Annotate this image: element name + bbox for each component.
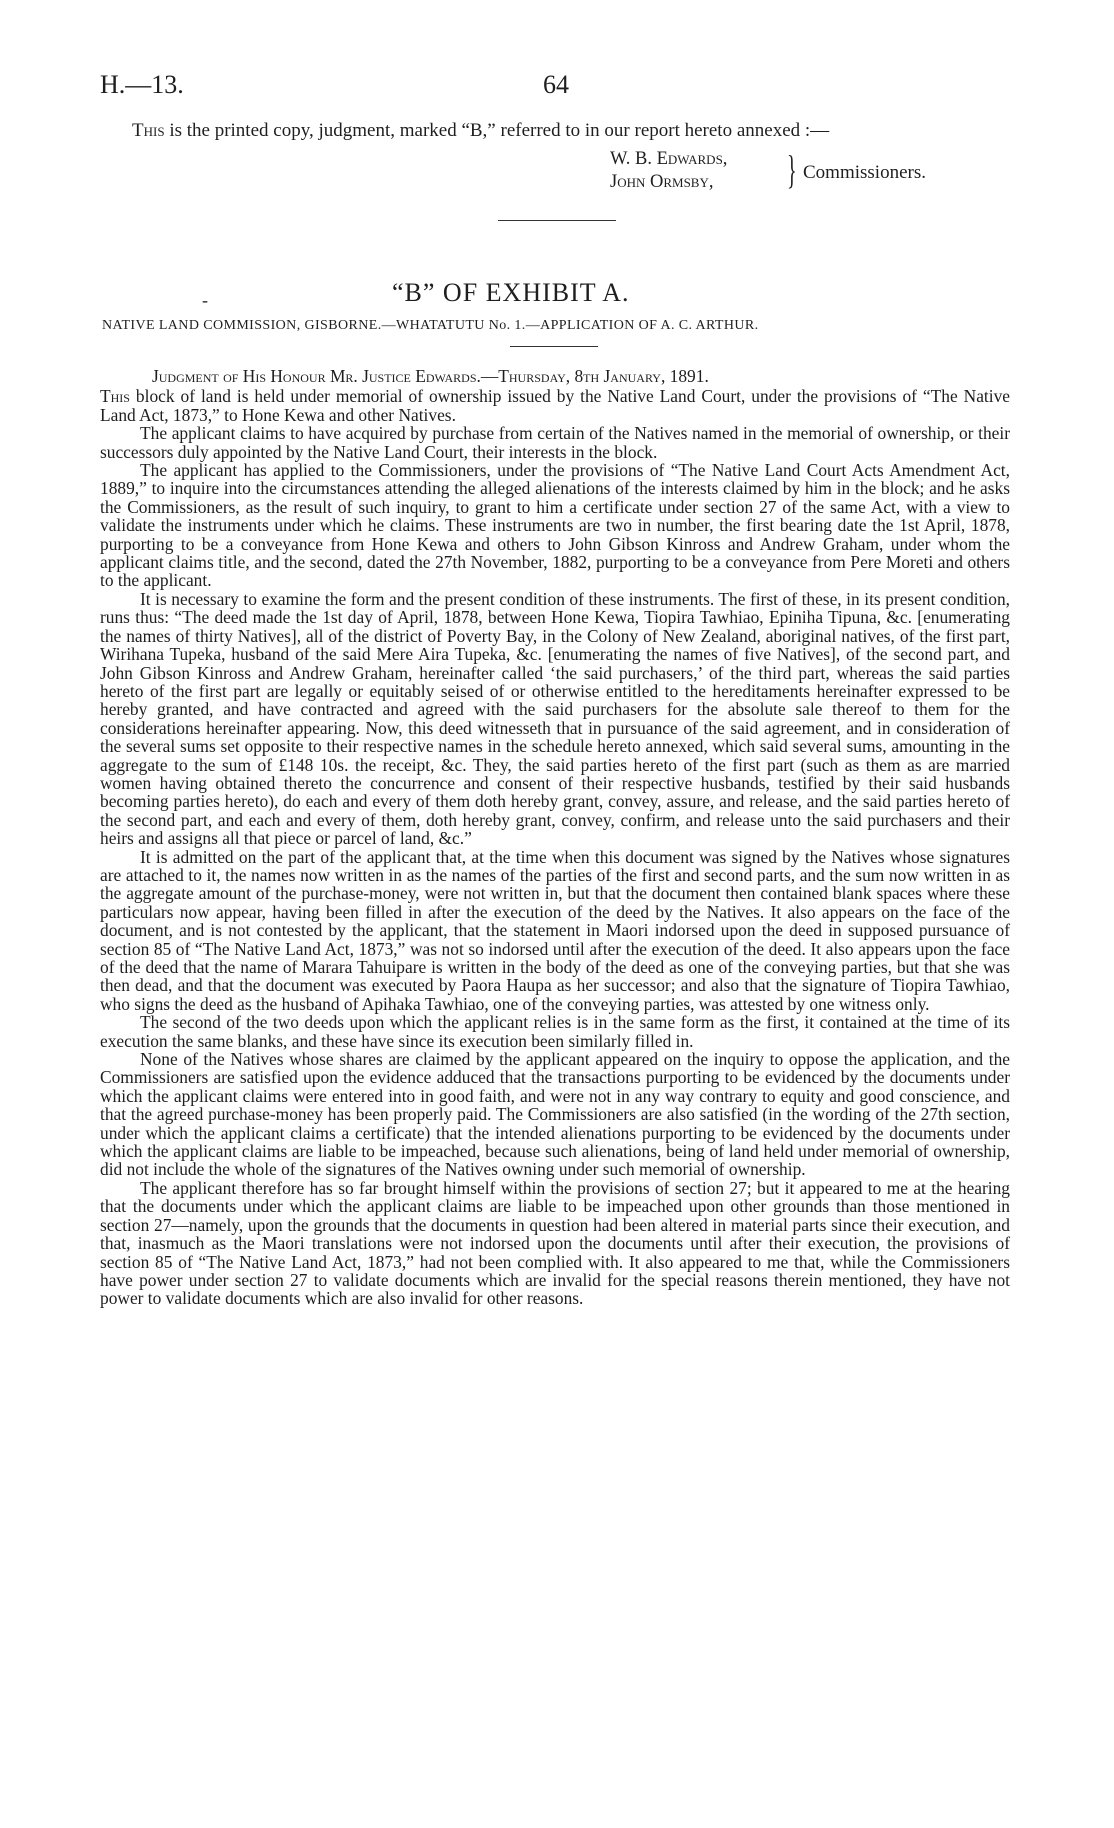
intro-lead: This [132,120,165,141]
paragraph: The applicant claims to have acquired by purchase from certain of the Natives named in the memorial of ownership, or their successors duly appointed by the Native Land Court, their interests in the block. [100,423,1010,462]
paragraph: The applicant therefore has so far brought himself within the provisions of section 27; but it appeared to me at the hearing that the documents under which the applicant claims are liable to be impeached upon other grounds than those mentioned in section 27—namely, upon the grounds that the documents in question had been altered in material parts since their execution, and that, inasmuch as the Maori translations were not indorsed upon the documents until after their execution, the provisions of section 85 of “The Native Land Act, 1873,” had not been complied with. It also appeared to me that, while the Commissioners have power under section 27 to validate documents which are invalid for the special reasons therein mentioned, they have not power to validate documents which are also invalid for other reasons. [100,1177,1010,1309]
page-number: 64 [543,70,569,99]
divider-rule [498,220,616,221]
judgment-body [100,367,1010,1308]
paragraph: The second of the two deeds upon which the applicant relies is in the same form as the first, it contained at the time of its execution the same blanks, and these have since its execution been similarly filled in. [100,1012,1010,1051]
signatory-name: W. B. Edwards, [610,149,728,169]
paragraph: None of the Natives whose shares are claimed by the applicant appeared on the inquiry to oppose the application, and the Commissioners are satisfied upon the evidence adduced that the transactions purporting to be evidenced by the documents under which the applicant claims were entered into in good faith, and were not in any way contrary to equity and good conscience, and that the agreed purchase-money has been properly paid. The Commissioners are also satisfied (in the wording of the 27th section, under which the applicant claims a certificate) that the intended alienations purporting to be evidenced by the documents under which the applicant claims are liable to be impeached, because such alienations, being of land held under memorial of ownership, did not include the whole of the signatures of the Natives owning under such memorial of ownership. [100,1049,1010,1180]
signatory-role: Commissioners. [803,162,926,183]
intro-line [132,120,829,142]
signatory-name: John Ormsby, [610,172,714,192]
paragraph: It is necessary to examine the form and the present condition of these instruments. The first of these, in its present condition, runs thus: “The deed made the 1st day of April, 1878, between Hone Kewa, Tiopira Tawhiao, Epiniha Tipuna, &c. [enumerating the names of thirty Natives], all of the district of Poverty Bay, in the Colony of New Zealand, aboriginal natives, of the first part, Wirihana Tupeka, husband of the said Mere Aira Tupeka, &c. [enumerating the names of five Natives], of the second part, and John Gibson Kinross and Andrew Graham, hereinafter called ‘the said purchasers,’ of the third part, whereas the said parties hereto of the first part are legally or equitably seised of or otherwise entitled to the hereditaments hereinafter expressed to be hereby granted, and have contracted and agreed with the said purchasers for the absolute sale thereof to them for the considerations hereinafter appearing. Now, this deed witnesseth that in pursuance of the said agreement, and in consideration of the several sums set opposite to their respective names in the schedule hereto annexed, which said several sums, amounting in the aggregate to the sum of £148 10s. the receipt, &c. They, the said parties hereto of the first part (such as them as are married women having obtained thereto the concurrence and consent of their respective husbands, testified by their said husbands becoming parties hereto), do each and every of them doth hereby grant, convey, assure, and release, and the said parties hereto of the second part, and each and every of them, doth hereby grant, convey, confirm, and release unto the said purchasers and their heirs and assigns all that piece or parcel of land, &c.” [100,588,1010,849]
signatory-block [610,148,727,194]
paragraph: The applicant has applied to the Commissioners, under the provisions of “The Native Land Court Acts Amendment Act, 1889,” to inquire into the circumstances attending the alleged alienations of the interests claimed by him in the block; and he asks the Commissioners, as the result of such inquiry, to grant to him a certificate under section 27 of the same Act, with a view to validate the instruments under which he claims. These instruments are two in number, the first bearing date the 1st April, 1878, purporting to be a conveyance from Hone Kewa and others to John Gibson Kinross and Andrew Graham, under whom the applicant claims title, and the second, dated the 27th November, 1882, purporting to be a conveyance from Pere Moreti and others to the applicant. [100,460,1010,591]
exhibit-subtitle: NATIVE LAND COMMISSION, GISBORNE.—WHATATUTU No. 1.—APPLICATION OF A. C. ARTHUR. [102,318,759,333]
judgment-heading: Judgment of His Honour Mr. Justice Edwards. [152,366,481,386]
paragraph [100,387,1010,424]
judgment-date: —Thursday, 8th January, 1891. [480,366,709,386]
judgment-heading-line [100,367,1010,385]
exhibit-title: “B” OF EXHIBIT A. [392,278,630,307]
brace-glyph: } [787,147,797,192]
report-code: H.—13. [100,70,184,99]
paragraph-lead: This [100,386,130,407]
paragraph-text: block of land is held under memorial of ownership issued by the Native Land Court, under the provisions of “The Native Land Act, 1873,” to Hone Kewa and other Natives. [100,386,1010,425]
paragraph: It is admitted on the part of the applicant that, at the time when this document was signed by the Natives whose signatures are attached to it, the names now written in as the names of the parties of the first and second parts, and the sum now written in as the aggregate amount of the purchase-money, were not written in, but that the document then contained blank spaces where these particulars now appear, having been filled in after the execution of the deed by the Natives. It also appears on the face of the document, and is not contested by the applicant, that the statement in Maori indorsed upon the deed in supposed pursuance of section 85 of “The Native Land Act, 1873,” was not so indorsed until after the execution of the deed. It also appears upon the face of the deed that the name of Marara Tahuipare is written in the body of the deed as one of the conveying parties, but that she was then dead, and that the document was executed by Paora Haupa as her successor; and also that the signature of Tiopira Tawhiao, who signs the deed as the husband of Apihaka Tawhiao, one of the conveying parties, was attested by one witness only. [100,846,1010,1014]
intro-text: is the printed copy, judgment, marked “B,” referred to in our report hereto annexed :— [164,120,830,141]
divider-rule [510,346,598,347]
margin-dash: - [202,290,208,310]
